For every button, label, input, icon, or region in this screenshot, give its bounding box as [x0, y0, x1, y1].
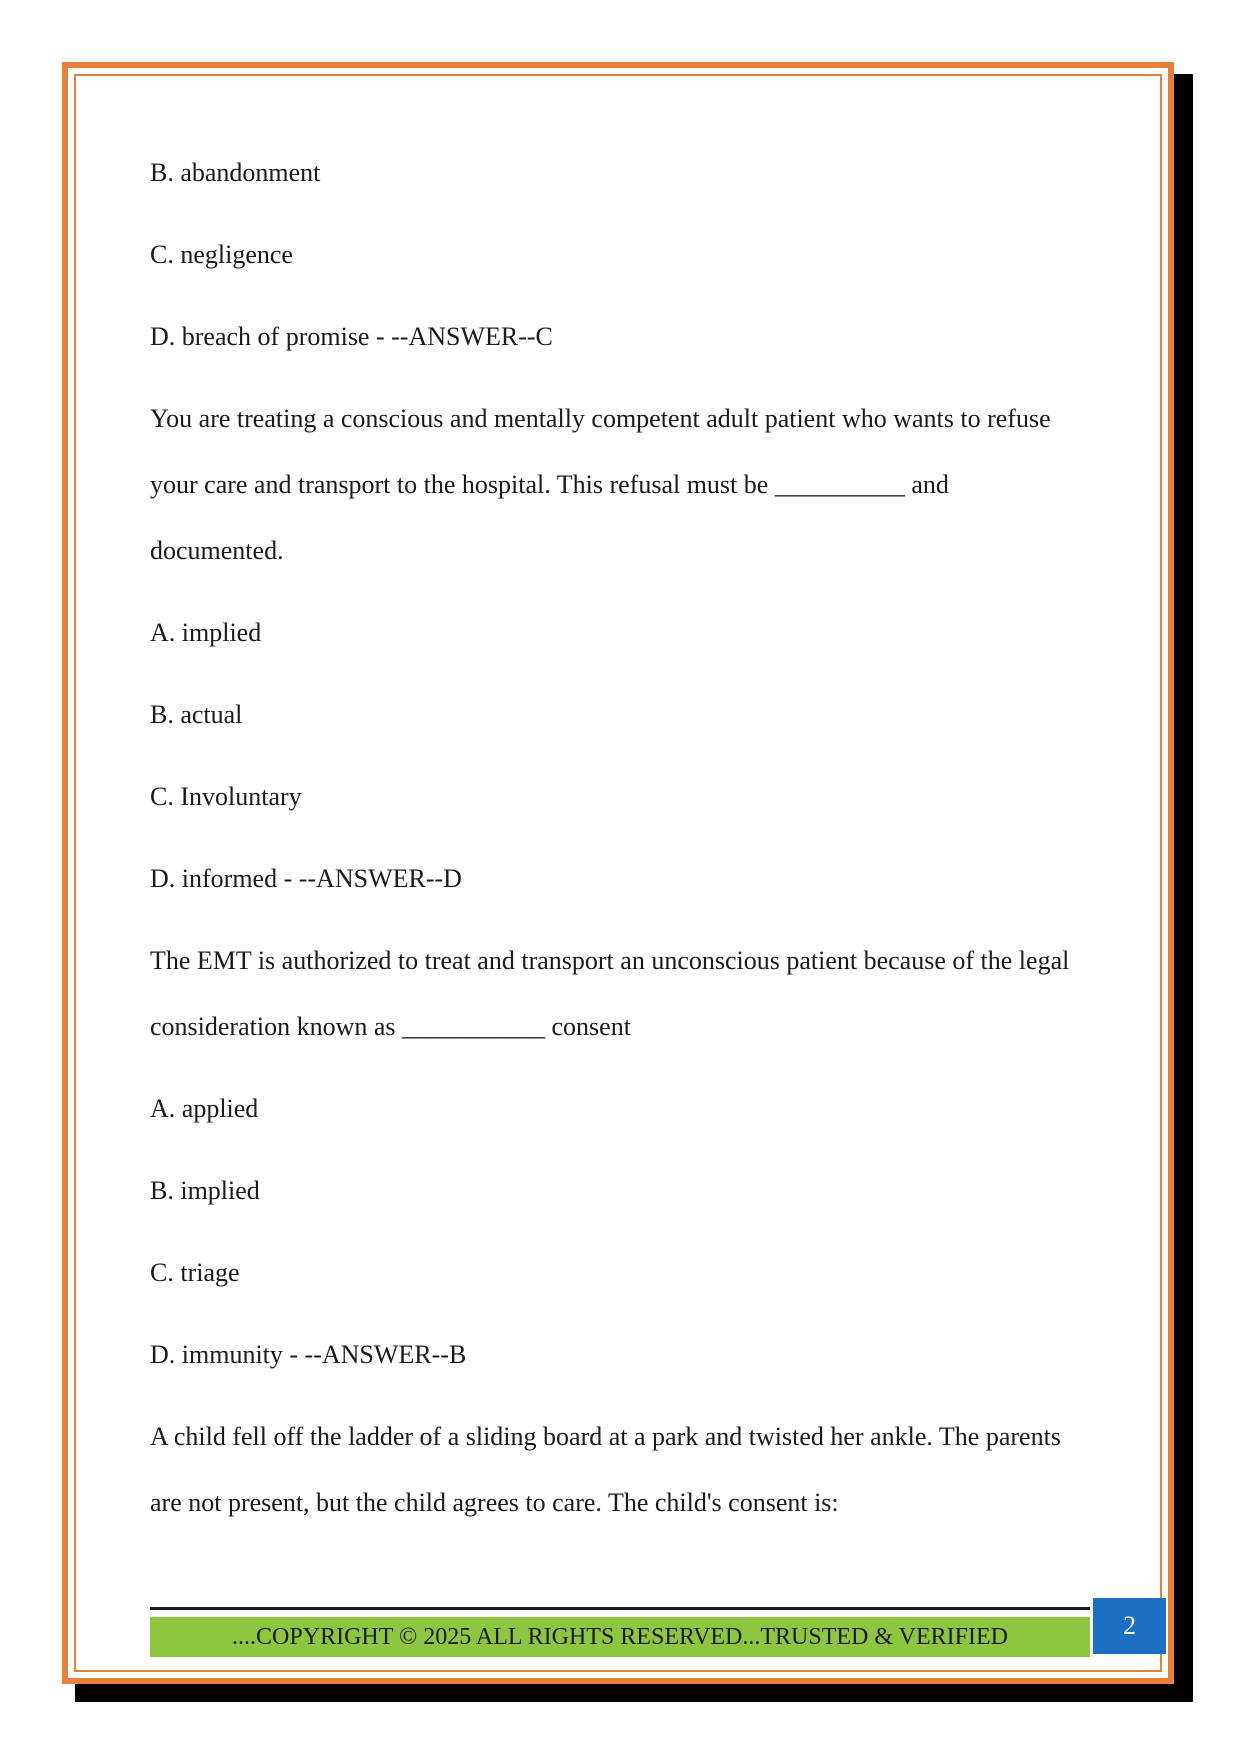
document-body [150, 140, 1070, 1552]
page-number: 2 [1093, 1598, 1166, 1654]
paragraph-question-unconscious: The EMT is authorized to treat and transport an unconscious patient because of the legal consideration known as ___________ consent [150, 946, 1070, 1041]
paragraph-option-d-answer-c: D. breach of promise - --ANSWER--C [150, 322, 553, 351]
paragraph-option-c-negligence: C. negligence [150, 240, 293, 269]
paragraph-option-a-implied: A. implied [150, 618, 262, 647]
footer-divider [150, 1607, 1090, 1610]
paragraph-question-refusal: You are treating a conscious and mentally competent adult patient who wants to refuse your care and transport to the hospital. This refusal must be __________ and documented. [150, 404, 1051, 565]
paragraph-option-b-actual: B. actual [150, 700, 243, 729]
paragraph-question-child-consent: A child fell off the ladder of a sliding board at a park and twisted her ankle. The parents are not present, but the child agrees to care. The child's consent is: [150, 1422, 1061, 1517]
paragraph-option-c-triage: C. triage [150, 1258, 240, 1287]
paragraph-option-b-implied: B. implied [150, 1176, 260, 1205]
paragraph-option-b-abandonment: B. abandonment [150, 158, 321, 187]
footer-copyright: ....COPYRIGHT © 2025 ALL RIGHTS RESERVED...TRUSTED & VERIFIED [150, 1617, 1090, 1657]
paragraph-option-d-answer-d: D. informed - --ANSWER--D [150, 864, 462, 893]
paragraph-option-a-applied: A. applied [150, 1094, 259, 1123]
paragraph-option-c-involuntary: C. Involuntary [150, 782, 302, 811]
paragraph-option-d-answer-b: D. immunity - --ANSWER--B [150, 1340, 467, 1369]
